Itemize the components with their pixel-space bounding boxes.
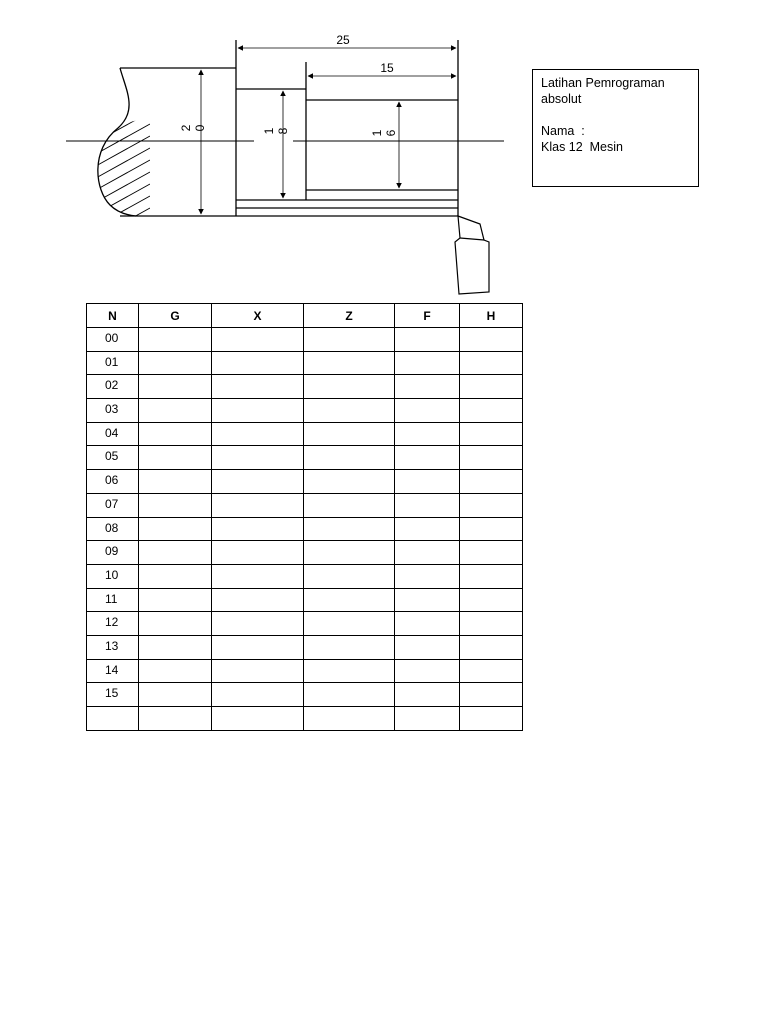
cell-h[interactable] xyxy=(460,612,523,636)
table-row xyxy=(87,612,523,636)
cell-x[interactable] xyxy=(212,517,304,541)
cell-f[interactable] xyxy=(395,446,460,470)
cell-h[interactable] xyxy=(460,635,523,659)
cell-g[interactable] xyxy=(139,375,212,399)
table-header xyxy=(87,304,523,328)
exercise-title: Latihan Pemrograman absolut xyxy=(541,76,665,106)
cell-z[interactable] xyxy=(304,707,395,731)
cell-g[interactable] xyxy=(139,328,212,352)
cell-x[interactable] xyxy=(212,493,304,517)
table-row xyxy=(87,683,523,707)
cell-z[interactable] xyxy=(304,351,395,375)
table-row xyxy=(87,493,523,517)
table-row xyxy=(87,328,523,352)
cell-h[interactable] xyxy=(460,446,523,470)
cell-z[interactable] xyxy=(304,683,395,707)
cell-x[interactable] xyxy=(212,351,304,375)
cell-z[interactable] xyxy=(304,612,395,636)
cell-h[interactable] xyxy=(460,351,523,375)
cell-g[interactable] xyxy=(139,707,212,731)
cell-f[interactable] xyxy=(395,399,460,423)
cell-g[interactable] xyxy=(139,541,212,565)
table-row xyxy=(87,564,523,588)
table-row xyxy=(87,707,523,731)
dim-step-length-label: 15 xyxy=(380,61,394,75)
cell-g[interactable] xyxy=(139,470,212,494)
cell-h[interactable] xyxy=(460,564,523,588)
cell-h[interactable] xyxy=(460,375,523,399)
row-number-cell: 15 xyxy=(87,683,139,707)
cell-f[interactable] xyxy=(395,564,460,588)
row-number-cell: 03 xyxy=(87,399,139,423)
table-body xyxy=(87,328,523,731)
table-row xyxy=(87,446,523,470)
name-field-label: Nama : xyxy=(541,124,585,138)
cell-x[interactable] xyxy=(212,635,304,659)
table-row xyxy=(87,659,523,683)
cell-z[interactable] xyxy=(304,588,395,612)
cell-x[interactable] xyxy=(212,328,304,352)
cell-h[interactable] xyxy=(460,541,523,565)
cell-z[interactable] xyxy=(304,659,395,683)
cell-x[interactable] xyxy=(212,541,304,565)
stock-break-section xyxy=(85,68,150,244)
cell-f[interactable] xyxy=(395,375,460,399)
row-number-cell: 07 xyxy=(87,493,139,517)
row-number-cell xyxy=(87,707,139,731)
row-number-cell: 14 xyxy=(87,659,139,683)
cell-z[interactable] xyxy=(304,470,395,494)
cell-g[interactable] xyxy=(139,493,212,517)
dimension-lines xyxy=(201,48,456,214)
cell-x[interactable] xyxy=(212,422,304,446)
table-row xyxy=(87,351,523,375)
cutting-tool xyxy=(455,216,489,294)
cell-f[interactable] xyxy=(395,683,460,707)
class-label: Klas 12 Mesin xyxy=(541,140,623,154)
info-box xyxy=(532,69,699,187)
table-row xyxy=(87,399,523,423)
row-number-cell: 04 xyxy=(87,422,139,446)
dim-diameter-small-label-b: 6 xyxy=(384,129,398,137)
cell-g[interactable] xyxy=(139,446,212,470)
header-n: N xyxy=(87,304,139,328)
cell-z[interactable] xyxy=(304,422,395,446)
cell-h[interactable] xyxy=(460,328,523,352)
dim-overall-length-label: 25 xyxy=(336,33,350,47)
cell-z[interactable] xyxy=(304,635,395,659)
row-number-cell: 02 xyxy=(87,375,139,399)
table-row xyxy=(87,541,523,565)
cell-g[interactable] xyxy=(139,399,212,423)
cell-x[interactable] xyxy=(212,564,304,588)
cell-z[interactable] xyxy=(304,399,395,423)
row-number-cell: 10 xyxy=(87,564,139,588)
row-number-cell: 00 xyxy=(87,328,139,352)
row-number-cell: 11 xyxy=(87,588,139,612)
cell-x[interactable] xyxy=(212,707,304,731)
row-number-cell: 01 xyxy=(87,351,139,375)
cell-g[interactable] xyxy=(139,635,212,659)
cell-f[interactable] xyxy=(395,541,460,565)
cell-f[interactable] xyxy=(395,328,460,352)
table-row xyxy=(87,517,523,541)
dim-diameter-stock-label-a: 2 xyxy=(179,124,193,132)
cell-g[interactable] xyxy=(139,517,212,541)
cell-g[interactable] xyxy=(139,351,212,375)
cell-x[interactable] xyxy=(212,683,304,707)
cell-z[interactable] xyxy=(304,541,395,565)
cell-x[interactable] xyxy=(212,612,304,636)
dim-diameter-stock-label-b: 0 xyxy=(193,124,207,132)
cell-h[interactable] xyxy=(460,493,523,517)
header-z: Z xyxy=(304,304,395,328)
cell-z[interactable] xyxy=(304,446,395,470)
header-row xyxy=(87,304,523,328)
row-number-cell: 13 xyxy=(87,635,139,659)
header-h: H xyxy=(460,304,523,328)
cell-h[interactable] xyxy=(460,707,523,731)
cell-g[interactable] xyxy=(139,422,212,446)
table-row xyxy=(87,470,523,494)
cell-h[interactable] xyxy=(460,588,523,612)
cell-h[interactable] xyxy=(460,517,523,541)
cell-x[interactable] xyxy=(212,446,304,470)
cell-h[interactable] xyxy=(460,470,523,494)
cell-z[interactable] xyxy=(304,564,395,588)
cell-h[interactable] xyxy=(460,659,523,683)
nc-program-table xyxy=(86,303,523,731)
cell-f[interactable] xyxy=(395,351,460,375)
header-x: X xyxy=(212,304,304,328)
cell-h[interactable] xyxy=(460,683,523,707)
cell-f[interactable] xyxy=(395,517,460,541)
row-number-cell: 08 xyxy=(87,517,139,541)
spacer xyxy=(541,107,690,123)
cell-f[interactable] xyxy=(395,635,460,659)
cell-z[interactable] xyxy=(304,328,395,352)
row-number-cell: 12 xyxy=(87,612,139,636)
cell-g[interactable] xyxy=(139,683,212,707)
cell-f[interactable] xyxy=(395,470,460,494)
cell-g[interactable] xyxy=(139,564,212,588)
cell-f[interactable] xyxy=(395,588,460,612)
cell-z[interactable] xyxy=(304,375,395,399)
cell-x[interactable] xyxy=(212,588,304,612)
table-row xyxy=(87,635,523,659)
cell-g[interactable] xyxy=(139,659,212,683)
table-row xyxy=(87,588,523,612)
cell-x[interactable] xyxy=(212,375,304,399)
cell-h[interactable] xyxy=(460,422,523,446)
cell-f[interactable] xyxy=(395,707,460,731)
table-row xyxy=(87,375,523,399)
dim-diameter-mid-label-a: 1 xyxy=(262,127,276,135)
cell-f[interactable] xyxy=(395,659,460,683)
cell-g[interactable] xyxy=(139,588,212,612)
dim-diameter-small-label-a: 1 xyxy=(370,129,384,137)
cell-x[interactable] xyxy=(212,470,304,494)
header-g: G xyxy=(139,304,212,328)
row-number-cell: 05 xyxy=(87,446,139,470)
cell-x[interactable] xyxy=(212,659,304,683)
cell-z[interactable] xyxy=(304,517,395,541)
dim-diameter-mid-label-b: 8 xyxy=(276,127,290,135)
row-number-cell: 06 xyxy=(87,470,139,494)
cell-f[interactable] xyxy=(395,422,460,446)
cell-f[interactable] xyxy=(395,612,460,636)
header-f: F xyxy=(395,304,460,328)
cell-z[interactable] xyxy=(304,493,395,517)
cell-h[interactable] xyxy=(460,399,523,423)
cell-g[interactable] xyxy=(139,612,212,636)
row-number-cell: 09 xyxy=(87,541,139,565)
table-row xyxy=(87,422,523,446)
cell-x[interactable] xyxy=(212,399,304,423)
cell-f[interactable] xyxy=(395,493,460,517)
